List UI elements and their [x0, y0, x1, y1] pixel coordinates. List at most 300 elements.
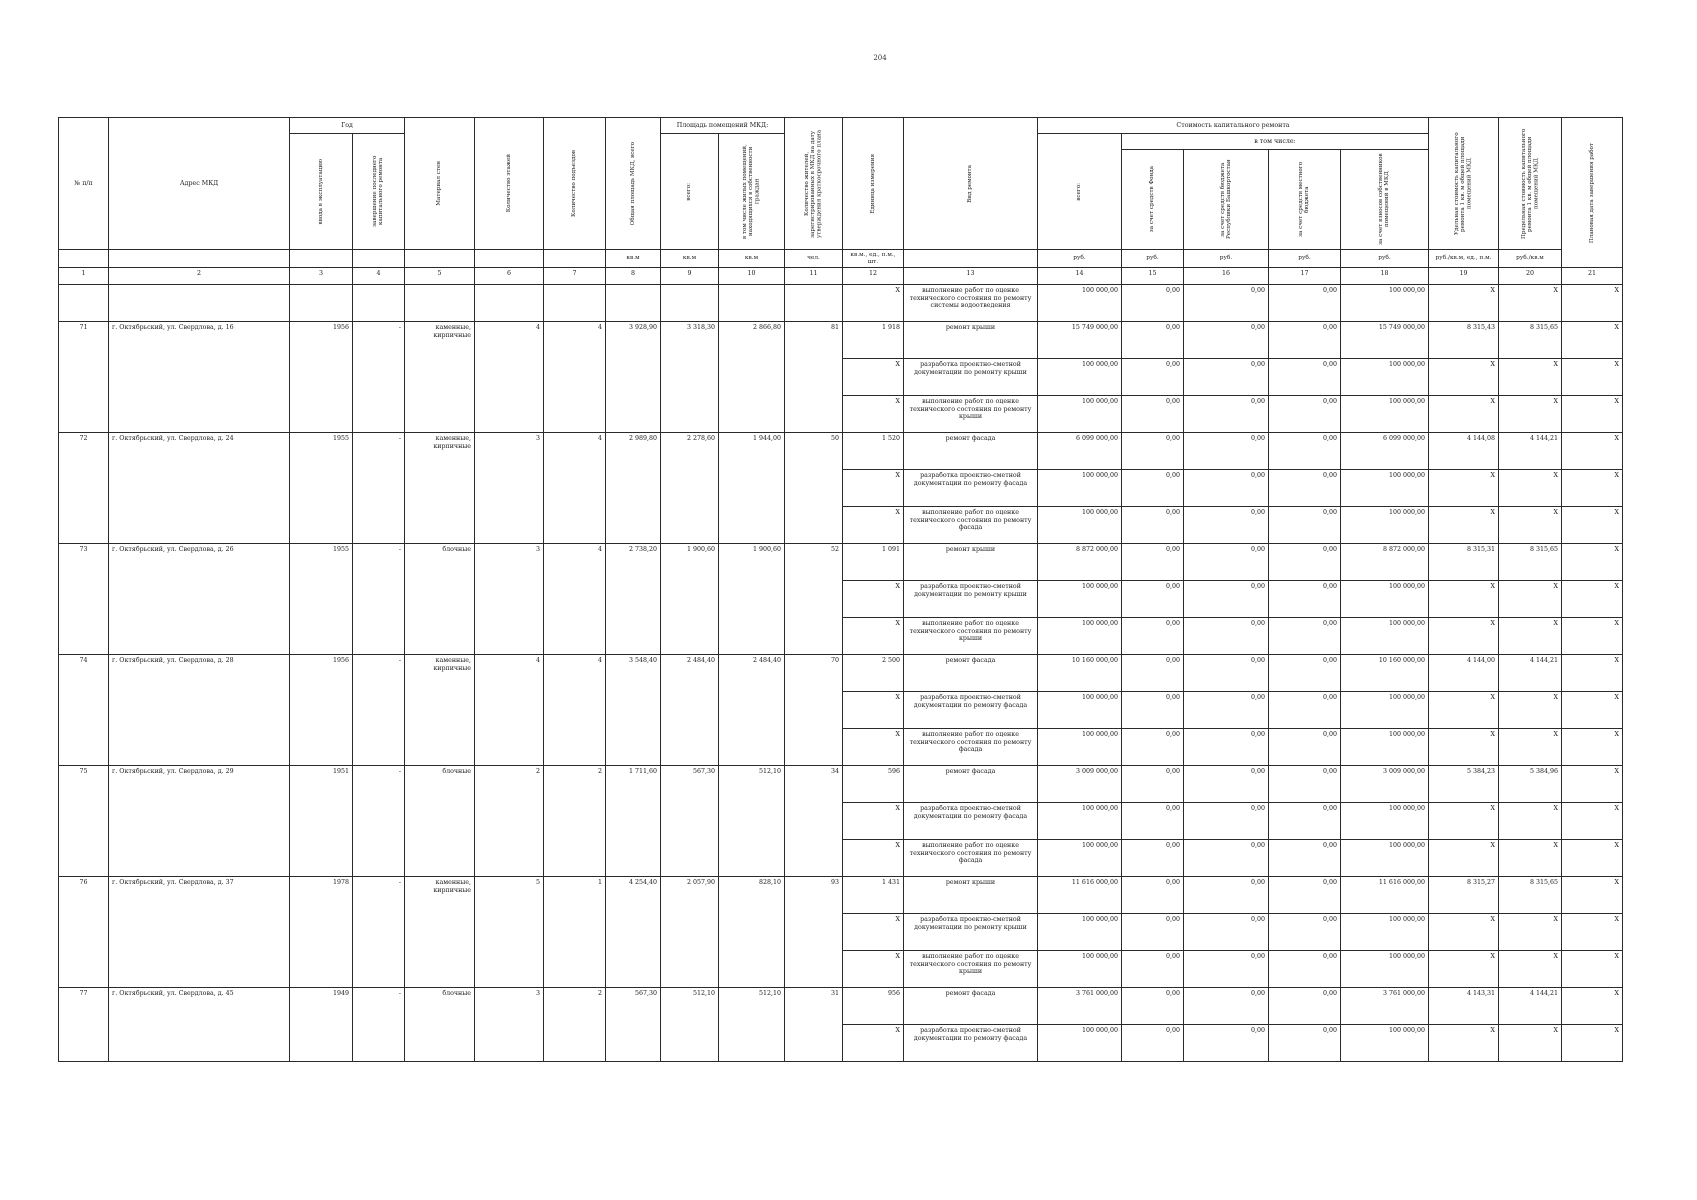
area-all: 2 057,90: [661, 877, 719, 988]
planned-date: Х: [1562, 544, 1623, 581]
cost-republic: 0,00: [1184, 877, 1269, 914]
cost-republic: 0,00: [1184, 359, 1269, 396]
year-last-repair: -: [353, 544, 405, 655]
unit-cost-owners: руб.: [1341, 250, 1429, 268]
cost-local: 0,00: [1269, 988, 1341, 1025]
carry-x-max: Х: [1499, 285, 1562, 322]
cost-local: 0,00: [1269, 655, 1341, 692]
cost-total: 11 616 000,00: [1038, 877, 1122, 914]
cost-fund: 0,00: [1122, 1025, 1184, 1062]
repair-work-type: ремонт фасада: [904, 433, 1038, 470]
cost-republic: 0,00: [1184, 803, 1269, 840]
column-number: 21: [1562, 268, 1623, 285]
entrances-count: 4: [544, 544, 606, 655]
cost-republic: 0,00: [1184, 544, 1269, 581]
building-row: [59, 322, 1623, 359]
column-numbers-row: [59, 268, 1623, 285]
building-address: г. Октябрьский, ул. Свердлова, д. 45: [109, 988, 290, 1062]
max-cost: Х: [1499, 507, 1562, 544]
header-cost-owners: за счет взносов собственников помещений в МКД: [1341, 150, 1429, 250]
unit-cost: Х: [1429, 692, 1499, 729]
header-cost-fund: за счет средств Фонда: [1122, 150, 1184, 250]
planned-date: Х: [1562, 803, 1623, 840]
wall-material: блочные: [405, 988, 475, 1062]
building-address: г. Октябрьский, ул. Свердлова, д. 24: [109, 433, 290, 544]
cost-total: 100 000,00: [1038, 359, 1122, 396]
building-row: [59, 988, 1623, 1025]
cost-owners: 100 000,00: [1341, 1025, 1429, 1062]
cost-fund: 0,00: [1122, 359, 1184, 396]
wall-material: каменные, кирпичные: [405, 877, 475, 988]
year-commissioning: 1978: [290, 877, 353, 988]
cost-total: 100 000,00: [1038, 1025, 1122, 1062]
column-number: 14: [1038, 268, 1122, 285]
max-cost: Х: [1499, 803, 1562, 840]
header-cost-group: Стоимость капитального ремонта: [1038, 118, 1429, 134]
planned-date: Х: [1562, 470, 1623, 507]
building-number: 72: [59, 433, 109, 544]
header-residents: Количество жителей, зарегистрированных в МКД на дату утверждения краткосрочного плана: [785, 118, 843, 250]
max-cost: 4 144,21: [1499, 655, 1562, 692]
unit-cost: 4 144,08: [1429, 433, 1499, 470]
cost-fund: 0,00: [1122, 618, 1184, 655]
total-area: 3 928,90: [606, 322, 661, 433]
cost-fund: 0,00: [1122, 988, 1184, 1025]
unit-x-mark: Х: [843, 729, 904, 766]
unit-cost: Х: [1429, 803, 1499, 840]
unit-cost-local: руб.: [1269, 250, 1341, 268]
cost-local: 0,00: [1269, 322, 1341, 359]
cost-fund: 0,00: [1122, 396, 1184, 433]
header-repair-type: Вид ремонта: [904, 118, 1038, 250]
header-entrances: Количество подъездов: [544, 118, 606, 250]
units-row: [59, 250, 1623, 268]
header-max-cost: Предельная стоимость капитального ремонта 1 кв. м общей площади помещений МКД: [1499, 118, 1562, 250]
unit-cost: Х: [1429, 914, 1499, 951]
cost-local: 0,00: [1269, 803, 1341, 840]
cost-owners: 100 000,00: [1341, 359, 1429, 396]
year-commissioning: 1955: [290, 433, 353, 544]
unit-total-area: кв.м: [606, 250, 661, 268]
cost-total: 100 000,00: [1038, 396, 1122, 433]
table-body: [59, 268, 1623, 1062]
repair-work-type: разработка проектно-сметной документации по ремонту фасада: [904, 1025, 1038, 1062]
cost-republic: 0,00: [1184, 396, 1269, 433]
cost-republic: 0,00: [1184, 618, 1269, 655]
repair-work-type: разработка проектно-сметной документации по ремонту фасада: [904, 470, 1038, 507]
carry-local: 0,00: [1269, 285, 1341, 322]
building-number: 76: [59, 877, 109, 988]
planned-date: Х: [1562, 396, 1623, 433]
column-number: 2: [109, 268, 290, 285]
header-year-commissioning: ввода в эксплуатацию: [290, 134, 353, 250]
area-owned: 2 484,40: [719, 655, 785, 766]
header-area-group: Площадь помещений МКД:: [661, 118, 785, 134]
repair-work-type: ремонт крыши: [904, 877, 1038, 914]
area-owned: 828,10: [719, 877, 785, 988]
building-row: [59, 433, 1623, 470]
year-last-repair: -: [353, 766, 405, 877]
unit-cost: Х: [1429, 618, 1499, 655]
cost-local: 0,00: [1269, 470, 1341, 507]
cost-fund: 0,00: [1122, 433, 1184, 470]
total-area: 567,30: [606, 988, 661, 1062]
header-cost-local: за счет средств местного бюджета: [1269, 150, 1341, 250]
entrances-count: 4: [544, 433, 606, 544]
repair-work-type: разработка проектно-сметной документации по ремонту фасада: [904, 803, 1038, 840]
cost-republic: 0,00: [1184, 470, 1269, 507]
cost-local: 0,00: [1269, 359, 1341, 396]
cost-fund: 0,00: [1122, 803, 1184, 840]
planned-date: Х: [1562, 322, 1623, 359]
repair-work-type: ремонт крыши: [904, 322, 1038, 359]
cost-local: 0,00: [1269, 544, 1341, 581]
column-number: 6: [475, 268, 544, 285]
building-row: [59, 544, 1623, 581]
header-year-group: Год: [290, 118, 405, 134]
unit-x-mark: Х: [843, 840, 904, 877]
floors-count: 4: [475, 322, 544, 433]
cost-local: 0,00: [1269, 692, 1341, 729]
area-all: 2 278,60: [661, 433, 719, 544]
unit-residents: чел.: [785, 250, 843, 268]
unit-unit-cost: руб./кв.м, ед., п.м.: [1429, 250, 1499, 268]
carry-work: выполнение работ по оценке технического состояния по ремонту системы водоотведения: [904, 285, 1038, 322]
unit-x-mark: Х: [843, 507, 904, 544]
column-number: 4: [353, 268, 405, 285]
unit-area-all: кв.м: [661, 250, 719, 268]
total-area: 2 738,20: [606, 544, 661, 655]
cost-local: 0,00: [1269, 877, 1341, 914]
column-number: 18: [1341, 268, 1429, 285]
cost-fund: 0,00: [1122, 655, 1184, 692]
cost-republic: 0,00: [1184, 729, 1269, 766]
cost-owners: 3 761 000,00: [1341, 988, 1429, 1025]
cost-owners: 100 000,00: [1341, 470, 1429, 507]
column-number: 15: [1122, 268, 1184, 285]
repair-register-table: [58, 117, 1623, 1062]
planned-date: Х: [1562, 951, 1623, 988]
cost-republic: 0,00: [1184, 507, 1269, 544]
repair-quantity: 1 431: [843, 877, 904, 914]
cost-republic: 0,00: [1184, 951, 1269, 988]
building-number: 75: [59, 766, 109, 877]
header-cost-total: всего:: [1038, 134, 1122, 250]
cost-local: 0,00: [1269, 507, 1341, 544]
residents-count: 52: [785, 544, 843, 655]
carry-total: 100 000,00: [1038, 285, 1122, 322]
repair-work-type: разработка проектно-сметной документации по ремонту фасада: [904, 692, 1038, 729]
cost-local: 0,00: [1269, 951, 1341, 988]
entrances-count: 4: [544, 655, 606, 766]
cost-owners: 100 000,00: [1341, 729, 1429, 766]
unit-cost: 8 315,43: [1429, 322, 1499, 359]
floors-count: 3: [475, 988, 544, 1062]
unit-cost: 8 315,27: [1429, 877, 1499, 914]
cost-owners: 100 000,00: [1341, 914, 1429, 951]
cost-owners: 100 000,00: [1341, 581, 1429, 618]
building-address: г. Октябрьский, ул. Свердлова, д. 16: [109, 322, 290, 433]
cost-total: 100 000,00: [1038, 507, 1122, 544]
column-number: 19: [1429, 268, 1499, 285]
unit-x-mark: Х: [843, 581, 904, 618]
cost-republic: 0,00: [1184, 1025, 1269, 1062]
max-cost: Х: [1499, 1025, 1562, 1062]
residents-count: 50: [785, 433, 843, 544]
unit-x-mark: Х: [843, 692, 904, 729]
unit-x-mark: Х: [843, 359, 904, 396]
floors-count: 3: [475, 433, 544, 544]
column-number: 17: [1269, 268, 1341, 285]
max-cost: 4 144,21: [1499, 988, 1562, 1025]
planned-date: Х: [1562, 655, 1623, 692]
cost-republic: 0,00: [1184, 433, 1269, 470]
building-address: г. Октябрьский, ул. Свердлова, д. 37: [109, 877, 290, 988]
unit-cost: 8 315,31: [1429, 544, 1499, 581]
cost-local: 0,00: [1269, 914, 1341, 951]
carry-x-unit: Х: [843, 285, 904, 322]
planned-date: Х: [1562, 433, 1623, 470]
building-address: г. Октябрьский, ул. Свердлова, д. 28: [109, 655, 290, 766]
header-cost-republic: за счет средств бюджета Республики Башкортостан: [1184, 150, 1269, 250]
cost-fund: 0,00: [1122, 692, 1184, 729]
cost-total: 3 761 000,00: [1038, 988, 1122, 1025]
area-all: 512,10: [661, 988, 719, 1062]
unit-cost: Х: [1429, 840, 1499, 877]
total-area: 3 548,40: [606, 655, 661, 766]
unit-cost-republic: руб.: [1184, 250, 1269, 268]
cost-local: 0,00: [1269, 840, 1341, 877]
column-number: 9: [661, 268, 719, 285]
column-number: 5: [405, 268, 475, 285]
repair-quantity: 1 918: [843, 322, 904, 359]
planned-date: Х: [1562, 1025, 1623, 1062]
unit-cost: Х: [1429, 507, 1499, 544]
header-area-owned: в том числе жилых помещений, находящихся в собственности граждан: [719, 134, 785, 250]
column-number: 13: [904, 268, 1038, 285]
cost-owners: 100 000,00: [1341, 692, 1429, 729]
cost-fund: 0,00: [1122, 470, 1184, 507]
repair-work-type: выполнение работ по оценке технического состояния по ремонту фасада: [904, 507, 1038, 544]
cost-total: 100 000,00: [1038, 470, 1122, 507]
planned-date: Х: [1562, 914, 1623, 951]
residents-count: 31: [785, 988, 843, 1062]
cost-total: 100 000,00: [1038, 729, 1122, 766]
area-all: 3 318,30: [661, 322, 719, 433]
cost-republic: 0,00: [1184, 988, 1269, 1025]
repair-work-type: ремонт фасада: [904, 988, 1038, 1025]
unit-x-mark: Х: [843, 914, 904, 951]
max-cost: 8 315,65: [1499, 544, 1562, 581]
header-total-area: Общая площадь МКД, всего: [606, 118, 661, 250]
header-unit-cost: Удельная стоимость капитального ремонта 1 кв. м общей площади помещений МКД: [1429, 118, 1499, 250]
unit-x-mark: Х: [843, 618, 904, 655]
column-number: 11: [785, 268, 843, 285]
column-number: 20: [1499, 268, 1562, 285]
cost-owners: 100 000,00: [1341, 803, 1429, 840]
floors-count: 2: [475, 766, 544, 877]
repair-quantity: 596: [843, 766, 904, 803]
cost-total: 100 000,00: [1038, 914, 1122, 951]
carry-x-unit-cost: Х: [1429, 285, 1499, 322]
total-area: 4 254,40: [606, 877, 661, 988]
header-unit: Единица измерения: [843, 118, 904, 250]
unit-max-cost: руб./кв.м: [1499, 250, 1562, 268]
area-owned: 1 944,00: [719, 433, 785, 544]
entrances-count: 2: [544, 766, 606, 877]
unit-x-mark: Х: [843, 396, 904, 433]
unit-cost: 5 384,23: [1429, 766, 1499, 803]
planned-date: Х: [1562, 840, 1623, 877]
cost-owners: 100 000,00: [1341, 618, 1429, 655]
wall-material: каменные, кирпичные: [405, 433, 475, 544]
area-owned: 512,10: [719, 766, 785, 877]
cost-republic: 0,00: [1184, 914, 1269, 951]
cost-total: 8 872 000,00: [1038, 544, 1122, 581]
max-cost: Х: [1499, 470, 1562, 507]
residents-count: 81: [785, 322, 843, 433]
cost-owners: 3 009 000,00: [1341, 766, 1429, 803]
unit-cost-fund: руб.: [1122, 250, 1184, 268]
cost-owners: 8 872 000,00: [1341, 544, 1429, 581]
header-planned-date: Плановая дата завершения работ: [1562, 118, 1623, 268]
header-incl-group: в том числе:: [1122, 134, 1429, 150]
cost-owners: 100 000,00: [1341, 396, 1429, 433]
cost-owners: 100 000,00: [1341, 951, 1429, 988]
floors-count: 3: [475, 544, 544, 655]
cost-fund: 0,00: [1122, 840, 1184, 877]
header-no: № п/п: [59, 118, 109, 250]
column-number: 1: [59, 268, 109, 285]
planned-date: Х: [1562, 988, 1623, 1025]
year-commissioning: 1956: [290, 655, 353, 766]
cost-republic: 0,00: [1184, 840, 1269, 877]
cost-local: 0,00: [1269, 618, 1341, 655]
max-cost: Х: [1499, 359, 1562, 396]
cost-republic: 0,00: [1184, 322, 1269, 359]
floors-count: 4: [475, 655, 544, 766]
cost-local: 0,00: [1269, 766, 1341, 803]
column-number: 16: [1184, 268, 1269, 285]
carry-over-row: [59, 285, 1623, 322]
residents-count: 93: [785, 877, 843, 988]
cost-local: 0,00: [1269, 581, 1341, 618]
cost-republic: 0,00: [1184, 766, 1269, 803]
cost-fund: 0,00: [1122, 322, 1184, 359]
cost-owners: 10 160 000,00: [1341, 655, 1429, 692]
cost-fund: 0,00: [1122, 951, 1184, 988]
max-cost: Х: [1499, 618, 1562, 655]
max-cost: Х: [1499, 396, 1562, 433]
cost-total: 100 000,00: [1038, 951, 1122, 988]
residents-count: 34: [785, 766, 843, 877]
repair-work-type: ремонт крыши: [904, 544, 1038, 581]
area-owned: 2 866,80: [719, 322, 785, 433]
cost-total: 100 000,00: [1038, 618, 1122, 655]
repair-quantity: 2 500: [843, 655, 904, 692]
max-cost: Х: [1499, 581, 1562, 618]
cost-fund: 0,00: [1122, 507, 1184, 544]
wall-material: каменные, кирпичные: [405, 655, 475, 766]
year-last-repair: -: [353, 988, 405, 1062]
cost-republic: 0,00: [1184, 692, 1269, 729]
planned-date: Х: [1562, 729, 1623, 766]
cost-fund: 0,00: [1122, 914, 1184, 951]
carry-x-date: Х: [1562, 285, 1623, 322]
repair-work-type: разработка проектно-сметной документации по ремонту крыши: [904, 581, 1038, 618]
max-cost: 8 315,65: [1499, 877, 1562, 914]
wall-material: каменные, кирпичные: [405, 322, 475, 433]
max-cost: Х: [1499, 729, 1562, 766]
header-address: Адрес МКД: [109, 118, 290, 250]
floors-count: 5: [475, 877, 544, 988]
cost-total: 100 000,00: [1038, 692, 1122, 729]
header-year-last-repair: завершение последнего капитального ремонта: [353, 134, 405, 250]
planned-date: Х: [1562, 581, 1623, 618]
header-area-all: всего:: [661, 134, 719, 250]
area-all: 567,30: [661, 766, 719, 877]
table-header: [59, 118, 1623, 268]
wall-material: блочные: [405, 544, 475, 655]
repair-work-type: ремонт фасада: [904, 655, 1038, 692]
planned-date: Х: [1562, 877, 1623, 914]
cost-total: 3 009 000,00: [1038, 766, 1122, 803]
cost-fund: 0,00: [1122, 544, 1184, 581]
cost-owners: 15 749 000,00: [1341, 322, 1429, 359]
unit-measure: кв.м., ед., п.м., шт.: [843, 250, 904, 268]
cost-total: 6 099 000,00: [1038, 433, 1122, 470]
cost-fund: 0,00: [1122, 729, 1184, 766]
cost-owners: 11 616 000,00: [1341, 877, 1429, 914]
unit-area-owned: кв.м: [719, 250, 785, 268]
entrances-count: 2: [544, 988, 606, 1062]
cost-local: 0,00: [1269, 433, 1341, 470]
cost-total: 15 749 000,00: [1038, 322, 1122, 359]
total-area: 1 711,60: [606, 766, 661, 877]
building-row: [59, 655, 1623, 692]
planned-date: Х: [1562, 507, 1623, 544]
cost-fund: 0,00: [1122, 766, 1184, 803]
repair-work-type: разработка проектно-сметной документации по ремонту крыши: [904, 359, 1038, 396]
page-number: 204: [873, 54, 887, 62]
cost-local: 0,00: [1269, 729, 1341, 766]
area-all: 2 484,40: [661, 655, 719, 766]
year-commissioning: 1956: [290, 322, 353, 433]
column-number: 8: [606, 268, 661, 285]
area-owned: 1 900,60: [719, 544, 785, 655]
unit-cost-total: руб.: [1038, 250, 1122, 268]
carry-owners: 100 000,00: [1341, 285, 1429, 322]
repair-work-type: выполнение работ по оценке технического состояния по ремонту фасада: [904, 840, 1038, 877]
repair-quantity: 1 520: [843, 433, 904, 470]
area-owned: 512,10: [719, 988, 785, 1062]
header-floors: Количество этажей: [475, 118, 544, 250]
column-number: 3: [290, 268, 353, 285]
building-row: [59, 877, 1623, 914]
cost-fund: 0,00: [1122, 581, 1184, 618]
cost-owners: 100 000,00: [1341, 507, 1429, 544]
planned-date: Х: [1562, 618, 1623, 655]
max-cost: Х: [1499, 914, 1562, 951]
max-cost: Х: [1499, 692, 1562, 729]
cost-fund: 0,00: [1122, 877, 1184, 914]
repair-quantity: 956: [843, 988, 904, 1025]
header-wall-material: Материал стен: [405, 118, 475, 250]
planned-date: Х: [1562, 692, 1623, 729]
unit-x-mark: Х: [843, 951, 904, 988]
column-number: 7: [544, 268, 606, 285]
unit-cost: Х: [1429, 729, 1499, 766]
